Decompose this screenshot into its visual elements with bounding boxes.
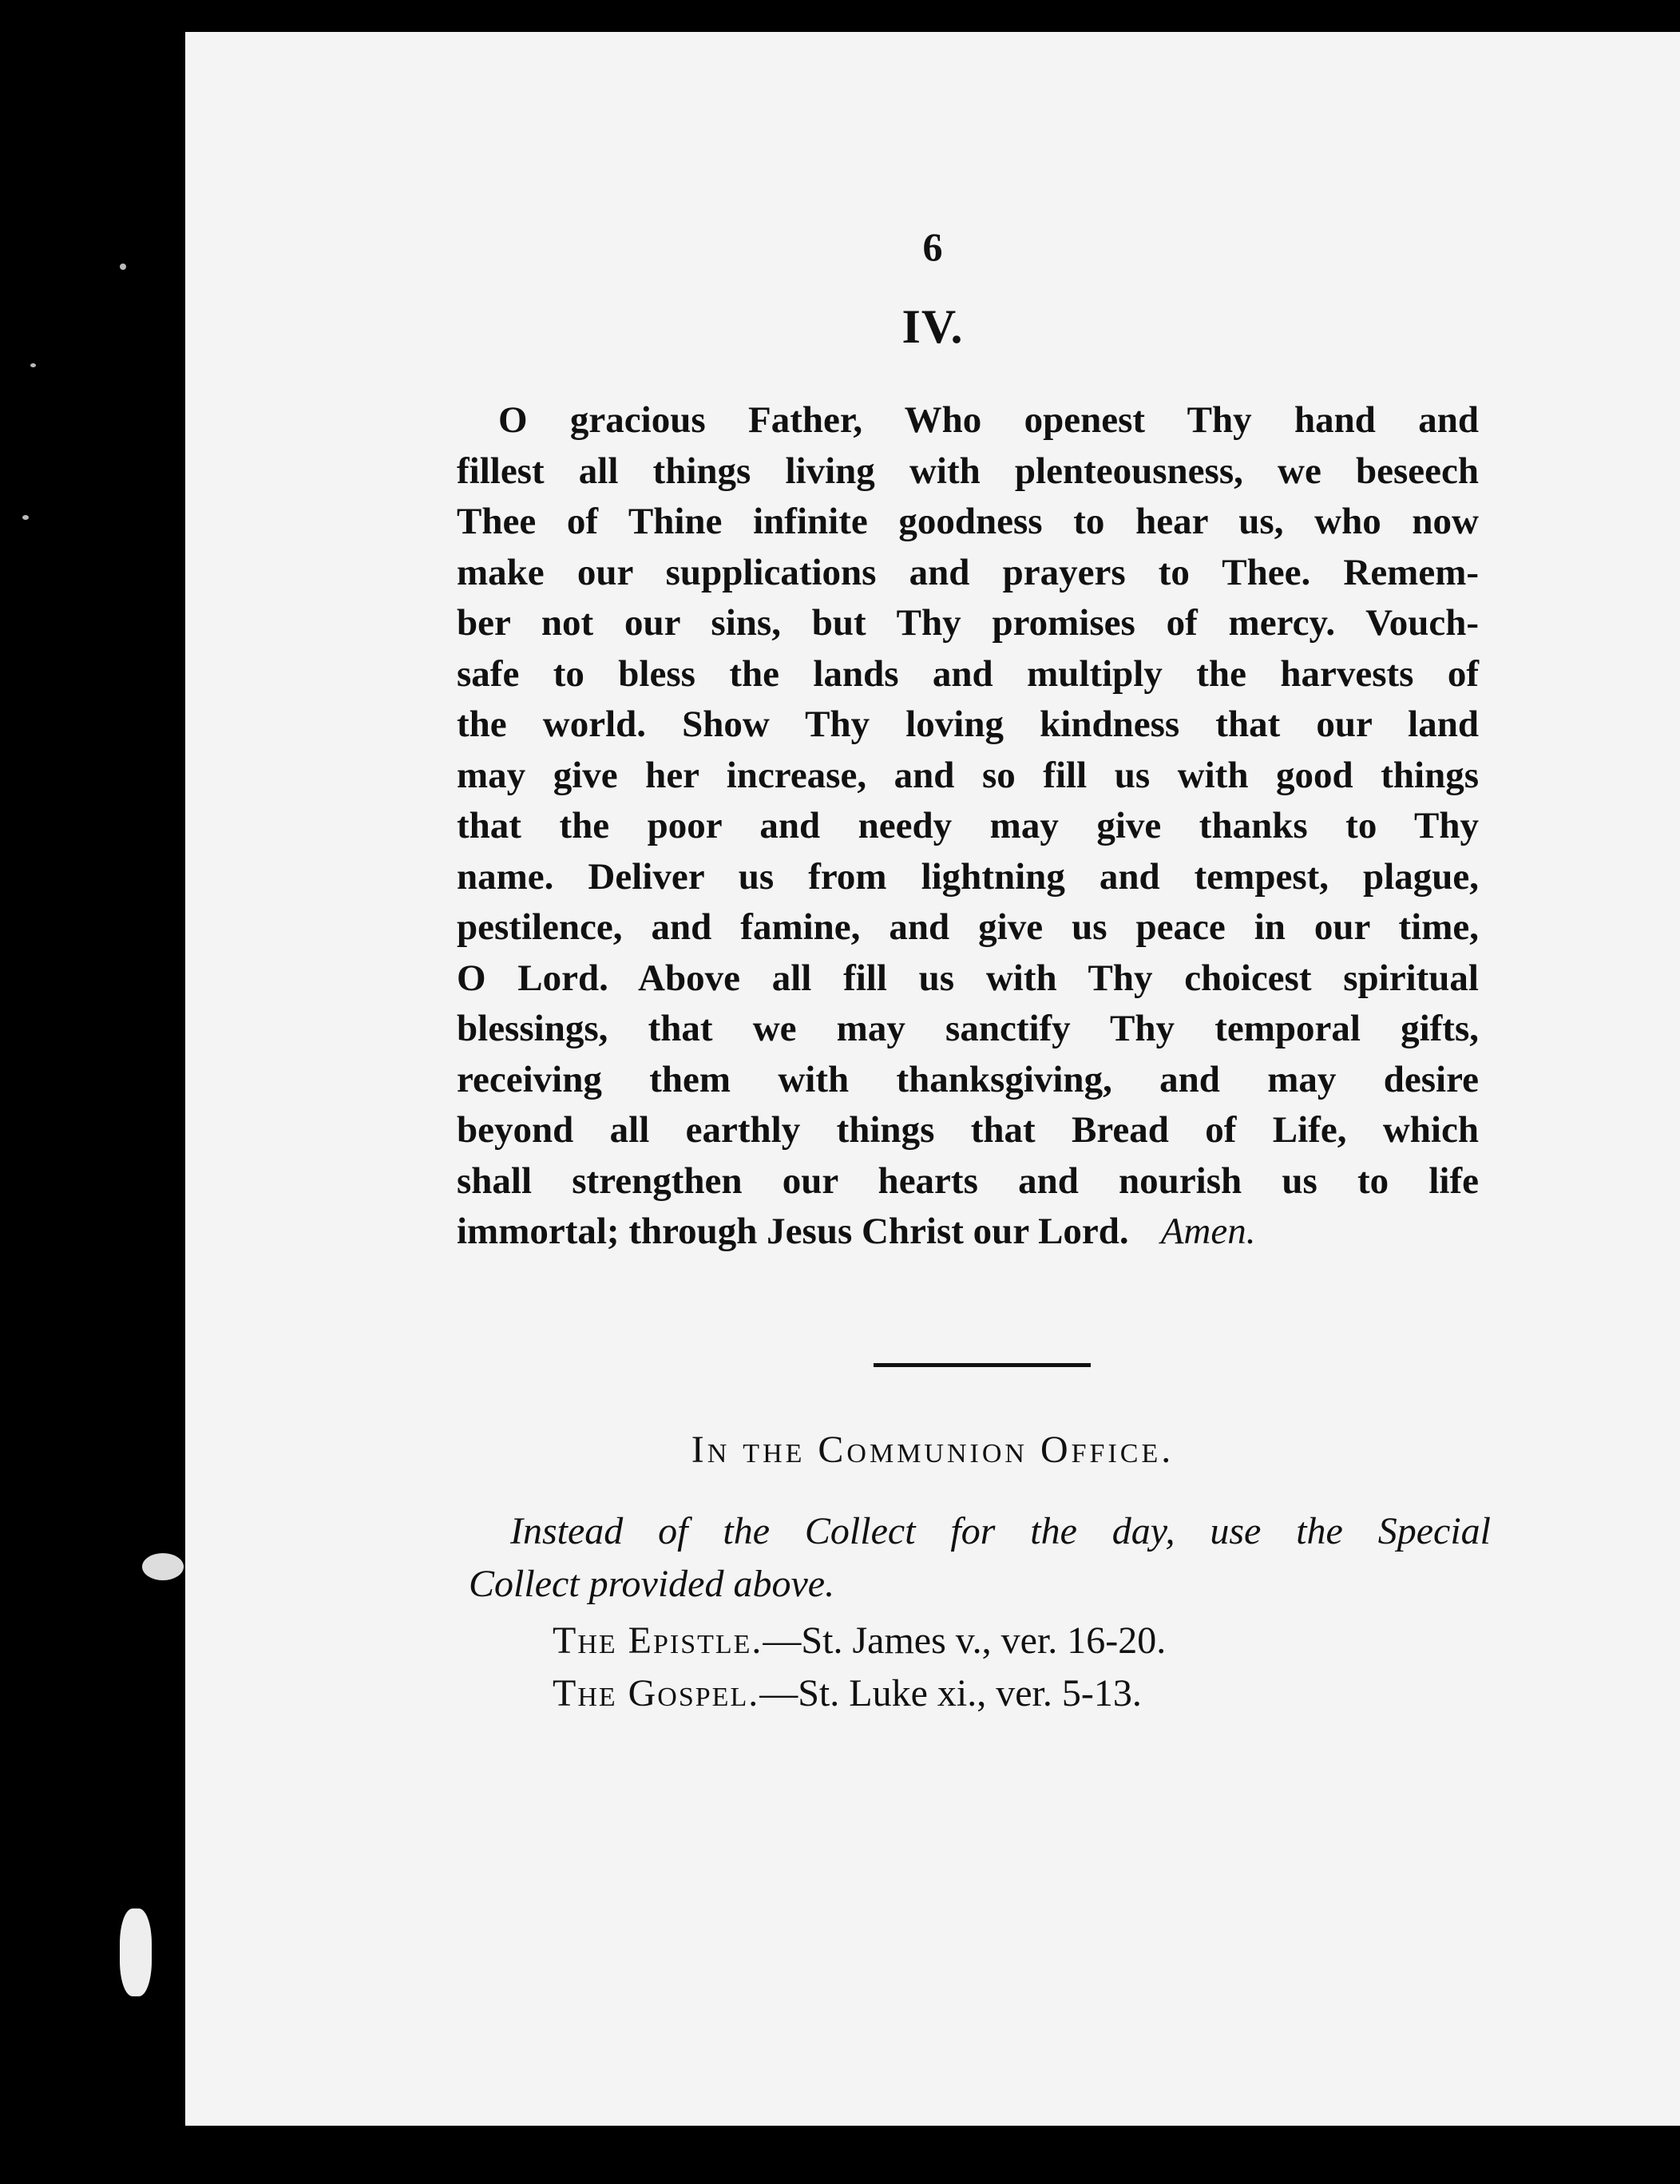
gospel-reading <box>553 1667 1166 1720</box>
epistle-reading <box>553 1615 1166 1667</box>
prayer-line: make our supplications and prayers to Thee. Remem- <box>457 551 1479 593</box>
prayer-line: Thee of Thine infinite goodness to hear us, who now <box>457 501 1479 542</box>
prayer-line: safe to bless the lands and multiply the harvests of <box>457 652 1479 695</box>
prayer-line: the world. Show Thy loving kindness that our land <box>457 704 1479 745</box>
prayer-line: ber not our sins, but Thy promises of mercy. Vouch- <box>457 602 1479 644</box>
page-number: 6 <box>922 224 943 269</box>
scan-speck <box>22 515 29 520</box>
prayer-line: shall strengthen our hearts and nourish us to life <box>457 1159 1479 1202</box>
gospel-label: The Gospel. <box>553 1672 760 1714</box>
prayer-line: pestilence, and famine, and give us peace in our time, <box>457 906 1479 948</box>
amen: Amen. <box>1160 1211 1256 1252</box>
prayer-paragraph <box>457 395 1479 1258</box>
scanned-page <box>185 32 1680 2126</box>
prayer-line: may give her increase, and so fill us with good things <box>457 754 1479 796</box>
prayer-line: that the poor and needy may give thanks to Thy <box>457 805 1479 846</box>
epistle-reference: —St. James v., ver. 16-20. <box>763 1619 1167 1662</box>
prayer-line: name. Deliver us from lightning and tempest, plague, <box>457 855 1479 898</box>
prayer-line: blessings, that we may sanctify Thy temporal gifts, <box>457 1008 1479 1049</box>
office-heading: In the Communion Office. <box>691 1429 1175 1471</box>
instruction-paragraph <box>469 1505 1491 1611</box>
readings <box>553 1615 1166 1720</box>
prayer-line: receiving them with thanksgiving, and may desire <box>457 1058 1479 1100</box>
prayer-line: immortal; through Jesus Christ our Lord. <box>457 1211 1129 1252</box>
prayer-line: beyond all earthly things that Bread of Life, which <box>457 1109 1479 1151</box>
scan-glare <box>120 1909 152 1996</box>
prayer-line: O gracious Father, Who openest Thy hand and <box>498 399 1479 441</box>
prayer-last-line <box>457 1207 1479 1258</box>
section-number: IV. <box>901 300 964 353</box>
section-divider <box>874 1363 1091 1367</box>
instruction-line: Collect provided above. <box>469 1563 835 1605</box>
scan-speck <box>120 264 126 270</box>
gospel-reference: —St. Luke xi., ver. 5-13. <box>759 1672 1142 1714</box>
prayer-line: fillest all things living with plenteousness, we beseech <box>457 450 1479 492</box>
scan-smudge <box>142 1553 184 1580</box>
instruction-line: Instead of the Collect for the day, use the Special <box>510 1510 1491 1552</box>
prayer-line: O Lord. Above all fill us with Thy choicest spiritual <box>457 957 1479 999</box>
epistle-label: The Epistle. <box>553 1619 763 1662</box>
scan-speck <box>30 363 36 367</box>
